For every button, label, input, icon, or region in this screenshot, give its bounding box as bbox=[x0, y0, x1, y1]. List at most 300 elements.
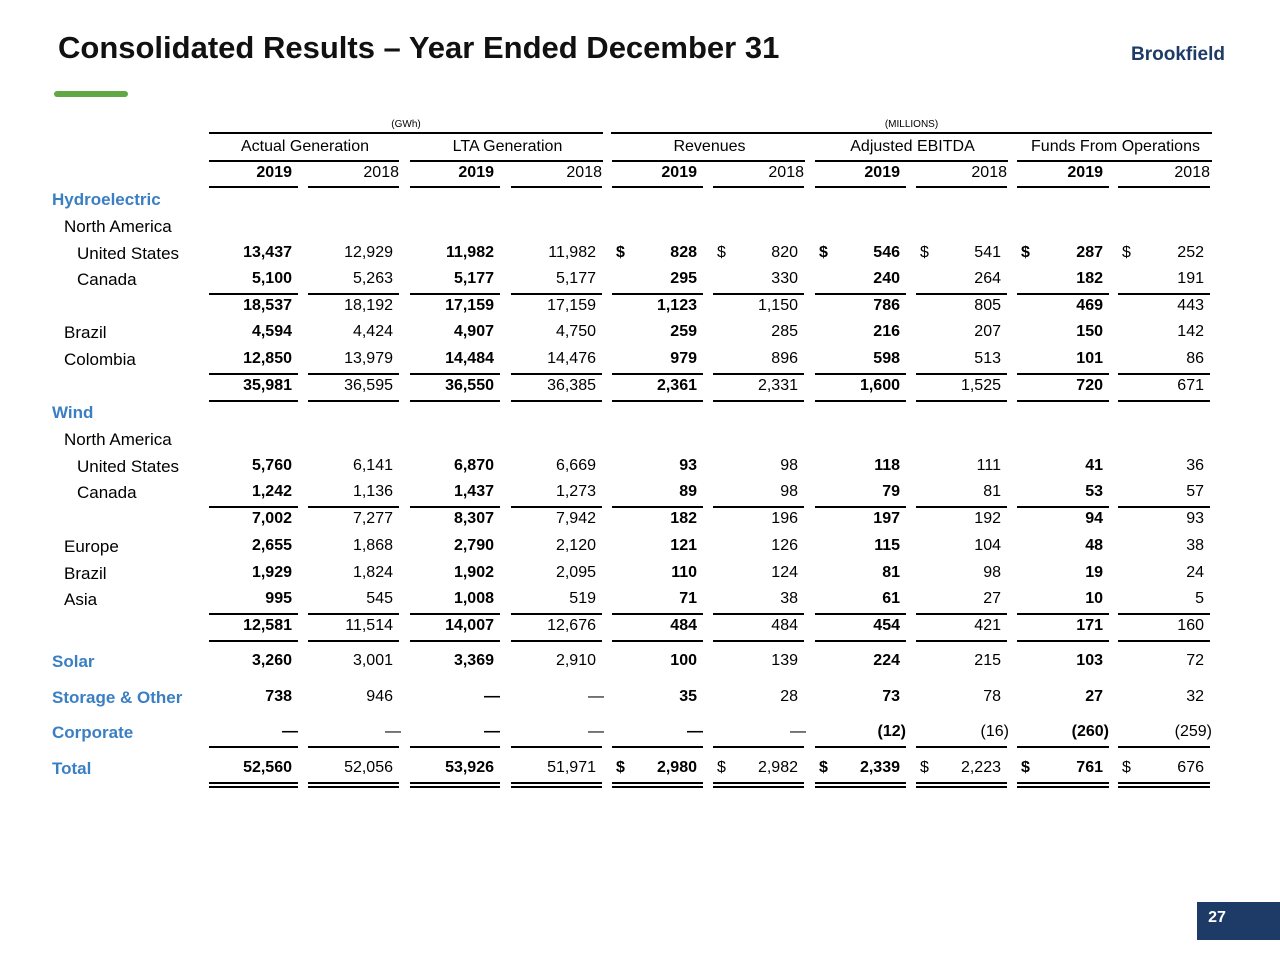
table-cell: 124 bbox=[771, 564, 798, 581]
table-cell: 35,981 bbox=[243, 377, 292, 394]
table-cell: 1,824 bbox=[352, 564, 393, 581]
year-header-rule bbox=[511, 186, 602, 188]
table-cell: — bbox=[588, 723, 604, 740]
table-cell: 259 bbox=[670, 323, 697, 340]
table-cell: 1,150 bbox=[757, 297, 798, 314]
cell-rule bbox=[511, 293, 602, 295]
cell-rule-double bbox=[511, 786, 602, 788]
table-cell: 1,242 bbox=[251, 483, 292, 500]
year-header-rule bbox=[308, 186, 399, 188]
year-header-rule bbox=[410, 186, 500, 188]
table-cell: 110 bbox=[671, 564, 697, 581]
cell-rule bbox=[308, 506, 399, 508]
year-header: 2019 bbox=[661, 164, 697, 181]
table-cell: 5,177 bbox=[555, 270, 596, 287]
table-row bbox=[0, 190, 1280, 217]
table-cell: 3,260 bbox=[251, 652, 292, 669]
table-cell: 27 bbox=[1085, 688, 1103, 705]
cell-rule bbox=[916, 293, 1007, 295]
table-cell: 191 bbox=[1177, 270, 1204, 287]
table-cell: 786 bbox=[873, 297, 900, 314]
currency-symbol: $ bbox=[616, 244, 625, 261]
table-cell: (260) bbox=[1071, 723, 1109, 740]
cell-rule bbox=[1017, 506, 1109, 508]
table-cell: 150 bbox=[1076, 323, 1103, 340]
table-cell: 126 bbox=[771, 537, 798, 554]
cell-rule bbox=[612, 746, 703, 748]
table-cell: 598 bbox=[873, 350, 900, 367]
cell-rule bbox=[916, 782, 1007, 784]
cell-rule bbox=[713, 373, 804, 375]
cell-rule bbox=[713, 782, 804, 784]
cell-rule bbox=[612, 506, 703, 508]
table-cell: 546 bbox=[873, 244, 900, 261]
row-label: North America bbox=[64, 217, 172, 236]
cell-rule bbox=[1118, 746, 1210, 748]
cell-rule bbox=[1118, 640, 1210, 642]
table-cell: 828 bbox=[670, 244, 697, 261]
table-cell: 2,095 bbox=[555, 564, 596, 581]
table-cell: 4,750 bbox=[555, 323, 596, 340]
table-cell: 111 bbox=[976, 457, 1001, 474]
table-cell: 36,550 bbox=[445, 377, 494, 394]
table-cell: 4,424 bbox=[352, 323, 393, 340]
table-cell: 182 bbox=[670, 510, 697, 527]
table-row bbox=[0, 244, 1280, 271]
cell-rule bbox=[713, 613, 804, 615]
table-cell: 484 bbox=[771, 617, 798, 634]
table-cell: 285 bbox=[771, 323, 798, 340]
cell-rule bbox=[815, 373, 906, 375]
cell-rule bbox=[1118, 400, 1210, 402]
table-cell: 53,926 bbox=[445, 759, 494, 776]
group-header: Actual Generation bbox=[240, 138, 370, 155]
table-cell: 513 bbox=[974, 350, 1001, 367]
table-cell: 13,437 bbox=[243, 244, 292, 261]
brookfield-logo: Brookfield bbox=[1131, 44, 1225, 65]
year-header: 2018 bbox=[971, 164, 1007, 181]
cell-rule bbox=[511, 400, 602, 402]
table-cell: 14,484 bbox=[445, 350, 494, 367]
table-cell: 118 bbox=[874, 457, 900, 474]
cell-rule-double bbox=[1118, 786, 1210, 788]
cell-rule bbox=[916, 400, 1007, 402]
table-cell: 1,525 bbox=[960, 377, 1001, 394]
cell-rule bbox=[1017, 782, 1109, 784]
group-header: Revenues bbox=[673, 138, 746, 155]
cell-rule bbox=[1017, 613, 1109, 615]
cell-rule bbox=[410, 506, 500, 508]
table-cell: 295 bbox=[670, 270, 697, 287]
cell-rule bbox=[612, 400, 703, 402]
table-cell: 454 bbox=[873, 617, 900, 634]
year-header-rule bbox=[815, 186, 906, 188]
cell-rule bbox=[916, 373, 1007, 375]
table-cell: 160 bbox=[1177, 617, 1204, 634]
table-cell: 1,929 bbox=[251, 564, 292, 581]
group-header: LTA Generation bbox=[452, 138, 563, 155]
table-cell: 484 bbox=[670, 617, 697, 634]
cell-rule bbox=[612, 373, 703, 375]
group-header-rule bbox=[612, 160, 805, 162]
header-rule-gwh bbox=[209, 132, 603, 134]
table-cell: 7,277 bbox=[352, 510, 393, 527]
header-rule-millions bbox=[611, 132, 1212, 134]
year-header-rule bbox=[916, 186, 1007, 188]
group-header-rule bbox=[410, 160, 603, 162]
table-cell: 5,263 bbox=[352, 270, 393, 287]
table-cell: 2,331 bbox=[757, 377, 798, 394]
currency-symbol: $ bbox=[819, 759, 828, 776]
row-label: Wind bbox=[52, 403, 94, 422]
table-cell: 8,307 bbox=[453, 510, 494, 527]
table-cell: 1,273 bbox=[555, 483, 596, 500]
table-cell: — bbox=[790, 723, 806, 740]
currency-symbol: $ bbox=[717, 759, 726, 776]
group-header-rule bbox=[815, 160, 1008, 162]
table-row bbox=[0, 688, 1280, 715]
cell-rule bbox=[1017, 373, 1109, 375]
currency-symbol: $ bbox=[1021, 244, 1030, 261]
cell-rule bbox=[308, 613, 399, 615]
year-header-rule bbox=[713, 186, 804, 188]
cell-rule bbox=[308, 293, 399, 295]
year-header: 2019 bbox=[458, 164, 494, 181]
table-cell: 27 bbox=[983, 590, 1001, 607]
table-row bbox=[0, 564, 1280, 591]
table-cell: 13,979 bbox=[344, 350, 393, 367]
cell-rule bbox=[209, 782, 298, 784]
row-label: Solar bbox=[52, 652, 95, 671]
cell-rule bbox=[511, 613, 602, 615]
table-cell: 142 bbox=[1177, 323, 1204, 340]
table-cell: 32 bbox=[1186, 688, 1204, 705]
cell-rule bbox=[713, 400, 804, 402]
table-cell: — bbox=[385, 723, 401, 740]
table-cell: 14,007 bbox=[445, 617, 494, 634]
table-cell: 41 bbox=[1085, 457, 1103, 474]
year-header: 2018 bbox=[1174, 164, 1210, 181]
row-label: Brazil bbox=[64, 564, 107, 583]
cell-rule bbox=[410, 782, 500, 784]
cell-rule bbox=[815, 293, 906, 295]
cell-rule bbox=[209, 293, 298, 295]
currency-symbol: $ bbox=[920, 244, 929, 261]
unit-label-gwh: (GWh) bbox=[391, 119, 421, 130]
table-cell: 79 bbox=[882, 483, 900, 500]
row-label: United States bbox=[77, 244, 180, 263]
table-cell: 38 bbox=[780, 590, 798, 607]
table-cell: 98 bbox=[780, 483, 798, 500]
table-cell: — bbox=[484, 723, 500, 740]
table-cell: 53 bbox=[1085, 483, 1103, 500]
cell-rule bbox=[1118, 506, 1210, 508]
cell-rule bbox=[209, 640, 298, 642]
cell-rule-double bbox=[1017, 786, 1109, 788]
cell-rule bbox=[612, 640, 703, 642]
table-cell: 17,159 bbox=[547, 297, 596, 314]
table-cell: 100 bbox=[670, 652, 697, 669]
table-row bbox=[0, 217, 1280, 244]
table-cell: 2,223 bbox=[960, 759, 1001, 776]
table-cell: 115 bbox=[874, 537, 900, 554]
table-cell: 7,942 bbox=[555, 510, 596, 527]
table-cell: 3,001 bbox=[352, 652, 393, 669]
table-cell: 1,600 bbox=[859, 377, 900, 394]
cell-rule bbox=[511, 782, 602, 784]
unit-label-millions: (MILLIONS) bbox=[884, 119, 939, 130]
table-cell: 2,120 bbox=[555, 537, 596, 554]
table-cell: 197 bbox=[873, 510, 900, 527]
table-cell: 103 bbox=[1076, 652, 1103, 669]
table-cell: 264 bbox=[974, 270, 1001, 287]
cell-rule bbox=[1017, 746, 1109, 748]
table-cell: 24 bbox=[1186, 564, 1204, 581]
table-cell: 17,159 bbox=[445, 297, 494, 314]
table-cell: 5,760 bbox=[251, 457, 292, 474]
table-row bbox=[0, 652, 1280, 679]
table-cell: 36 bbox=[1186, 457, 1204, 474]
cell-rule bbox=[612, 782, 703, 784]
table-cell: — bbox=[484, 688, 500, 705]
table-cell: 330 bbox=[771, 270, 798, 287]
row-label: Asia bbox=[64, 590, 98, 609]
cell-rule bbox=[612, 613, 703, 615]
group-header: Adjusted EBITDA bbox=[850, 138, 975, 155]
cell-rule bbox=[1017, 293, 1109, 295]
cell-rule bbox=[209, 373, 298, 375]
table-cell: 6,141 bbox=[352, 457, 393, 474]
row-label: Storage & Other bbox=[52, 688, 183, 707]
cell-rule bbox=[815, 400, 906, 402]
table-cell: 12,850 bbox=[243, 350, 292, 367]
table-cell: 421 bbox=[974, 617, 1001, 634]
cell-rule bbox=[1118, 293, 1210, 295]
currency-symbol: $ bbox=[616, 759, 625, 776]
table-cell: 5 bbox=[1195, 590, 1204, 607]
table-cell: 11,982 bbox=[548, 244, 596, 261]
table-cell: 71 bbox=[679, 590, 697, 607]
table-cell: 11,514 bbox=[345, 617, 393, 634]
cell-rule bbox=[713, 506, 804, 508]
row-label: United States bbox=[77, 457, 180, 476]
row-label: Canada bbox=[77, 270, 137, 289]
year-header-rule bbox=[1017, 186, 1109, 188]
table-cell: 1,868 bbox=[352, 537, 393, 554]
table-cell: 720 bbox=[1076, 377, 1103, 394]
table-cell: 1,437 bbox=[453, 483, 494, 500]
table-cell: 519 bbox=[569, 590, 596, 607]
cell-rule bbox=[511, 746, 602, 748]
table-cell: 182 bbox=[1076, 270, 1103, 287]
table-cell: 3,369 bbox=[453, 652, 494, 669]
table-cell: 2,361 bbox=[656, 377, 697, 394]
cell-rule bbox=[713, 746, 804, 748]
table-cell: 2,980 bbox=[656, 759, 697, 776]
table-cell: 11,982 bbox=[445, 244, 494, 261]
row-label: Europe bbox=[64, 537, 119, 556]
table-cell: 12,676 bbox=[547, 617, 596, 634]
table-cell: 52,560 bbox=[243, 759, 292, 776]
table-cell: 545 bbox=[366, 590, 393, 607]
table-cell: 94 bbox=[1085, 510, 1103, 527]
table-cell: — bbox=[588, 688, 604, 705]
group-header-rule bbox=[1017, 160, 1212, 162]
row-label: North America bbox=[64, 430, 172, 449]
cell-rule bbox=[308, 746, 399, 748]
table-cell: 946 bbox=[366, 688, 393, 705]
cell-rule bbox=[308, 782, 399, 784]
table-cell: 86 bbox=[1186, 350, 1204, 367]
table-cell: 36,385 bbox=[547, 377, 596, 394]
table-cell: 93 bbox=[679, 457, 697, 474]
table-cell: 38 bbox=[1186, 537, 1204, 554]
year-header: 2019 bbox=[1067, 164, 1103, 181]
table-cell: 196 bbox=[771, 510, 798, 527]
table-cell: 192 bbox=[974, 510, 1001, 527]
table-cell: 98 bbox=[983, 564, 1001, 581]
cell-rule bbox=[916, 613, 1007, 615]
year-header-rule bbox=[612, 186, 703, 188]
cell-rule bbox=[815, 782, 906, 784]
cell-rule bbox=[209, 400, 298, 402]
table-cell: 4,907 bbox=[453, 323, 494, 340]
table-cell: 81 bbox=[983, 483, 1001, 500]
table-row bbox=[0, 403, 1280, 430]
table-cell: 73 bbox=[882, 688, 900, 705]
cell-rule bbox=[713, 293, 804, 295]
table-cell: 1,136 bbox=[352, 483, 393, 500]
table-cell: 2,790 bbox=[453, 537, 494, 554]
table-cell: 18,537 bbox=[243, 297, 292, 314]
table-cell: 738 bbox=[265, 688, 292, 705]
table-row bbox=[0, 297, 1280, 324]
row-label: Brazil bbox=[64, 323, 107, 342]
table-cell: 2,655 bbox=[251, 537, 292, 554]
cell-rule bbox=[511, 373, 602, 375]
table-cell: 101 bbox=[1076, 350, 1103, 367]
table-cell: 104 bbox=[974, 537, 1001, 554]
table-row bbox=[0, 510, 1280, 537]
cell-rule bbox=[612, 293, 703, 295]
row-label: Colombia bbox=[64, 350, 136, 369]
table-cell: 671 bbox=[1177, 377, 1204, 394]
cell-rule bbox=[410, 640, 500, 642]
row-label: Hydroelectric bbox=[52, 190, 161, 209]
year-header: 2018 bbox=[768, 164, 804, 181]
table-cell: 89 bbox=[679, 483, 697, 500]
year-header: 2019 bbox=[256, 164, 292, 181]
table-cell: 28 bbox=[780, 688, 798, 705]
table-cell: 98 bbox=[780, 457, 798, 474]
currency-symbol: $ bbox=[1021, 759, 1030, 776]
table-cell: — bbox=[282, 723, 298, 740]
table-cell: 72 bbox=[1186, 652, 1204, 669]
cell-rule bbox=[511, 506, 602, 508]
currency-symbol: $ bbox=[819, 244, 828, 261]
table-cell: 19 bbox=[1085, 564, 1103, 581]
group-header-rule bbox=[209, 160, 399, 162]
table-cell: 1,902 bbox=[453, 564, 494, 581]
group-header: Funds From Operations bbox=[1031, 138, 1200, 155]
table-cell: 93 bbox=[1186, 510, 1204, 527]
table-cell: 12,581 bbox=[243, 617, 292, 634]
cell-rule bbox=[511, 640, 602, 642]
cell-rule bbox=[1118, 782, 1210, 784]
cell-rule bbox=[1118, 373, 1210, 375]
cell-rule bbox=[916, 640, 1007, 642]
table-cell: 1,008 bbox=[453, 590, 494, 607]
year-header: 2018 bbox=[566, 164, 602, 181]
cell-rule bbox=[1017, 640, 1109, 642]
table-row bbox=[0, 457, 1280, 484]
title-accent-bar bbox=[54, 91, 128, 97]
table-cell: 1,123 bbox=[656, 297, 697, 314]
table-cell: 215 bbox=[974, 652, 1001, 669]
cell-rule bbox=[1017, 400, 1109, 402]
table-cell: 2,982 bbox=[757, 759, 798, 776]
cell-rule bbox=[308, 640, 399, 642]
cell-rule-double bbox=[612, 786, 703, 788]
table-cell: 6,870 bbox=[453, 457, 494, 474]
table-cell: 2,910 bbox=[555, 652, 596, 669]
currency-symbol: $ bbox=[1122, 244, 1131, 261]
cell-rule bbox=[410, 373, 500, 375]
cell-rule bbox=[308, 373, 399, 375]
table-cell: — bbox=[687, 723, 703, 740]
cell-rule bbox=[308, 400, 399, 402]
cell-rule bbox=[209, 506, 298, 508]
cell-rule bbox=[815, 746, 906, 748]
table-cell: 61 bbox=[882, 590, 900, 607]
table-cell: 6,669 bbox=[555, 457, 596, 474]
table-cell: 51,971 bbox=[547, 759, 596, 776]
cell-rule-double bbox=[713, 786, 804, 788]
cell-rule bbox=[209, 613, 298, 615]
table-cell: 7,002 bbox=[251, 510, 292, 527]
table-cell: 896 bbox=[771, 350, 798, 367]
table-row bbox=[0, 430, 1280, 457]
row-label: Corporate bbox=[52, 723, 134, 742]
table-cell: (16) bbox=[980, 723, 1009, 740]
table-cell: 171 bbox=[1076, 617, 1103, 634]
cell-rule bbox=[815, 613, 906, 615]
table-cell: 207 bbox=[974, 323, 1001, 340]
cell-rule bbox=[713, 640, 804, 642]
table-cell: 5,177 bbox=[453, 270, 494, 287]
row-label: Canada bbox=[77, 483, 137, 502]
year-header-rule bbox=[1118, 186, 1210, 188]
cell-rule bbox=[209, 746, 298, 748]
table-cell: 121 bbox=[670, 537, 697, 554]
currency-symbol: $ bbox=[717, 244, 726, 261]
table-cell: 979 bbox=[670, 350, 697, 367]
table-cell: 676 bbox=[1177, 759, 1204, 776]
table-cell: 252 bbox=[1177, 244, 1204, 261]
table-cell: 12,929 bbox=[344, 244, 393, 261]
table-cell: 443 bbox=[1177, 297, 1204, 314]
table-cell: 4,594 bbox=[251, 323, 292, 340]
table-cell: 35 bbox=[679, 688, 697, 705]
cell-rule bbox=[1118, 613, 1210, 615]
currency-symbol: $ bbox=[1122, 759, 1131, 776]
table-row bbox=[0, 323, 1280, 350]
cell-rule bbox=[410, 400, 500, 402]
currency-symbol: $ bbox=[920, 759, 929, 776]
table-cell: 541 bbox=[974, 244, 1001, 261]
table-cell: 52,056 bbox=[344, 759, 393, 776]
table-cell: 216 bbox=[873, 323, 900, 340]
